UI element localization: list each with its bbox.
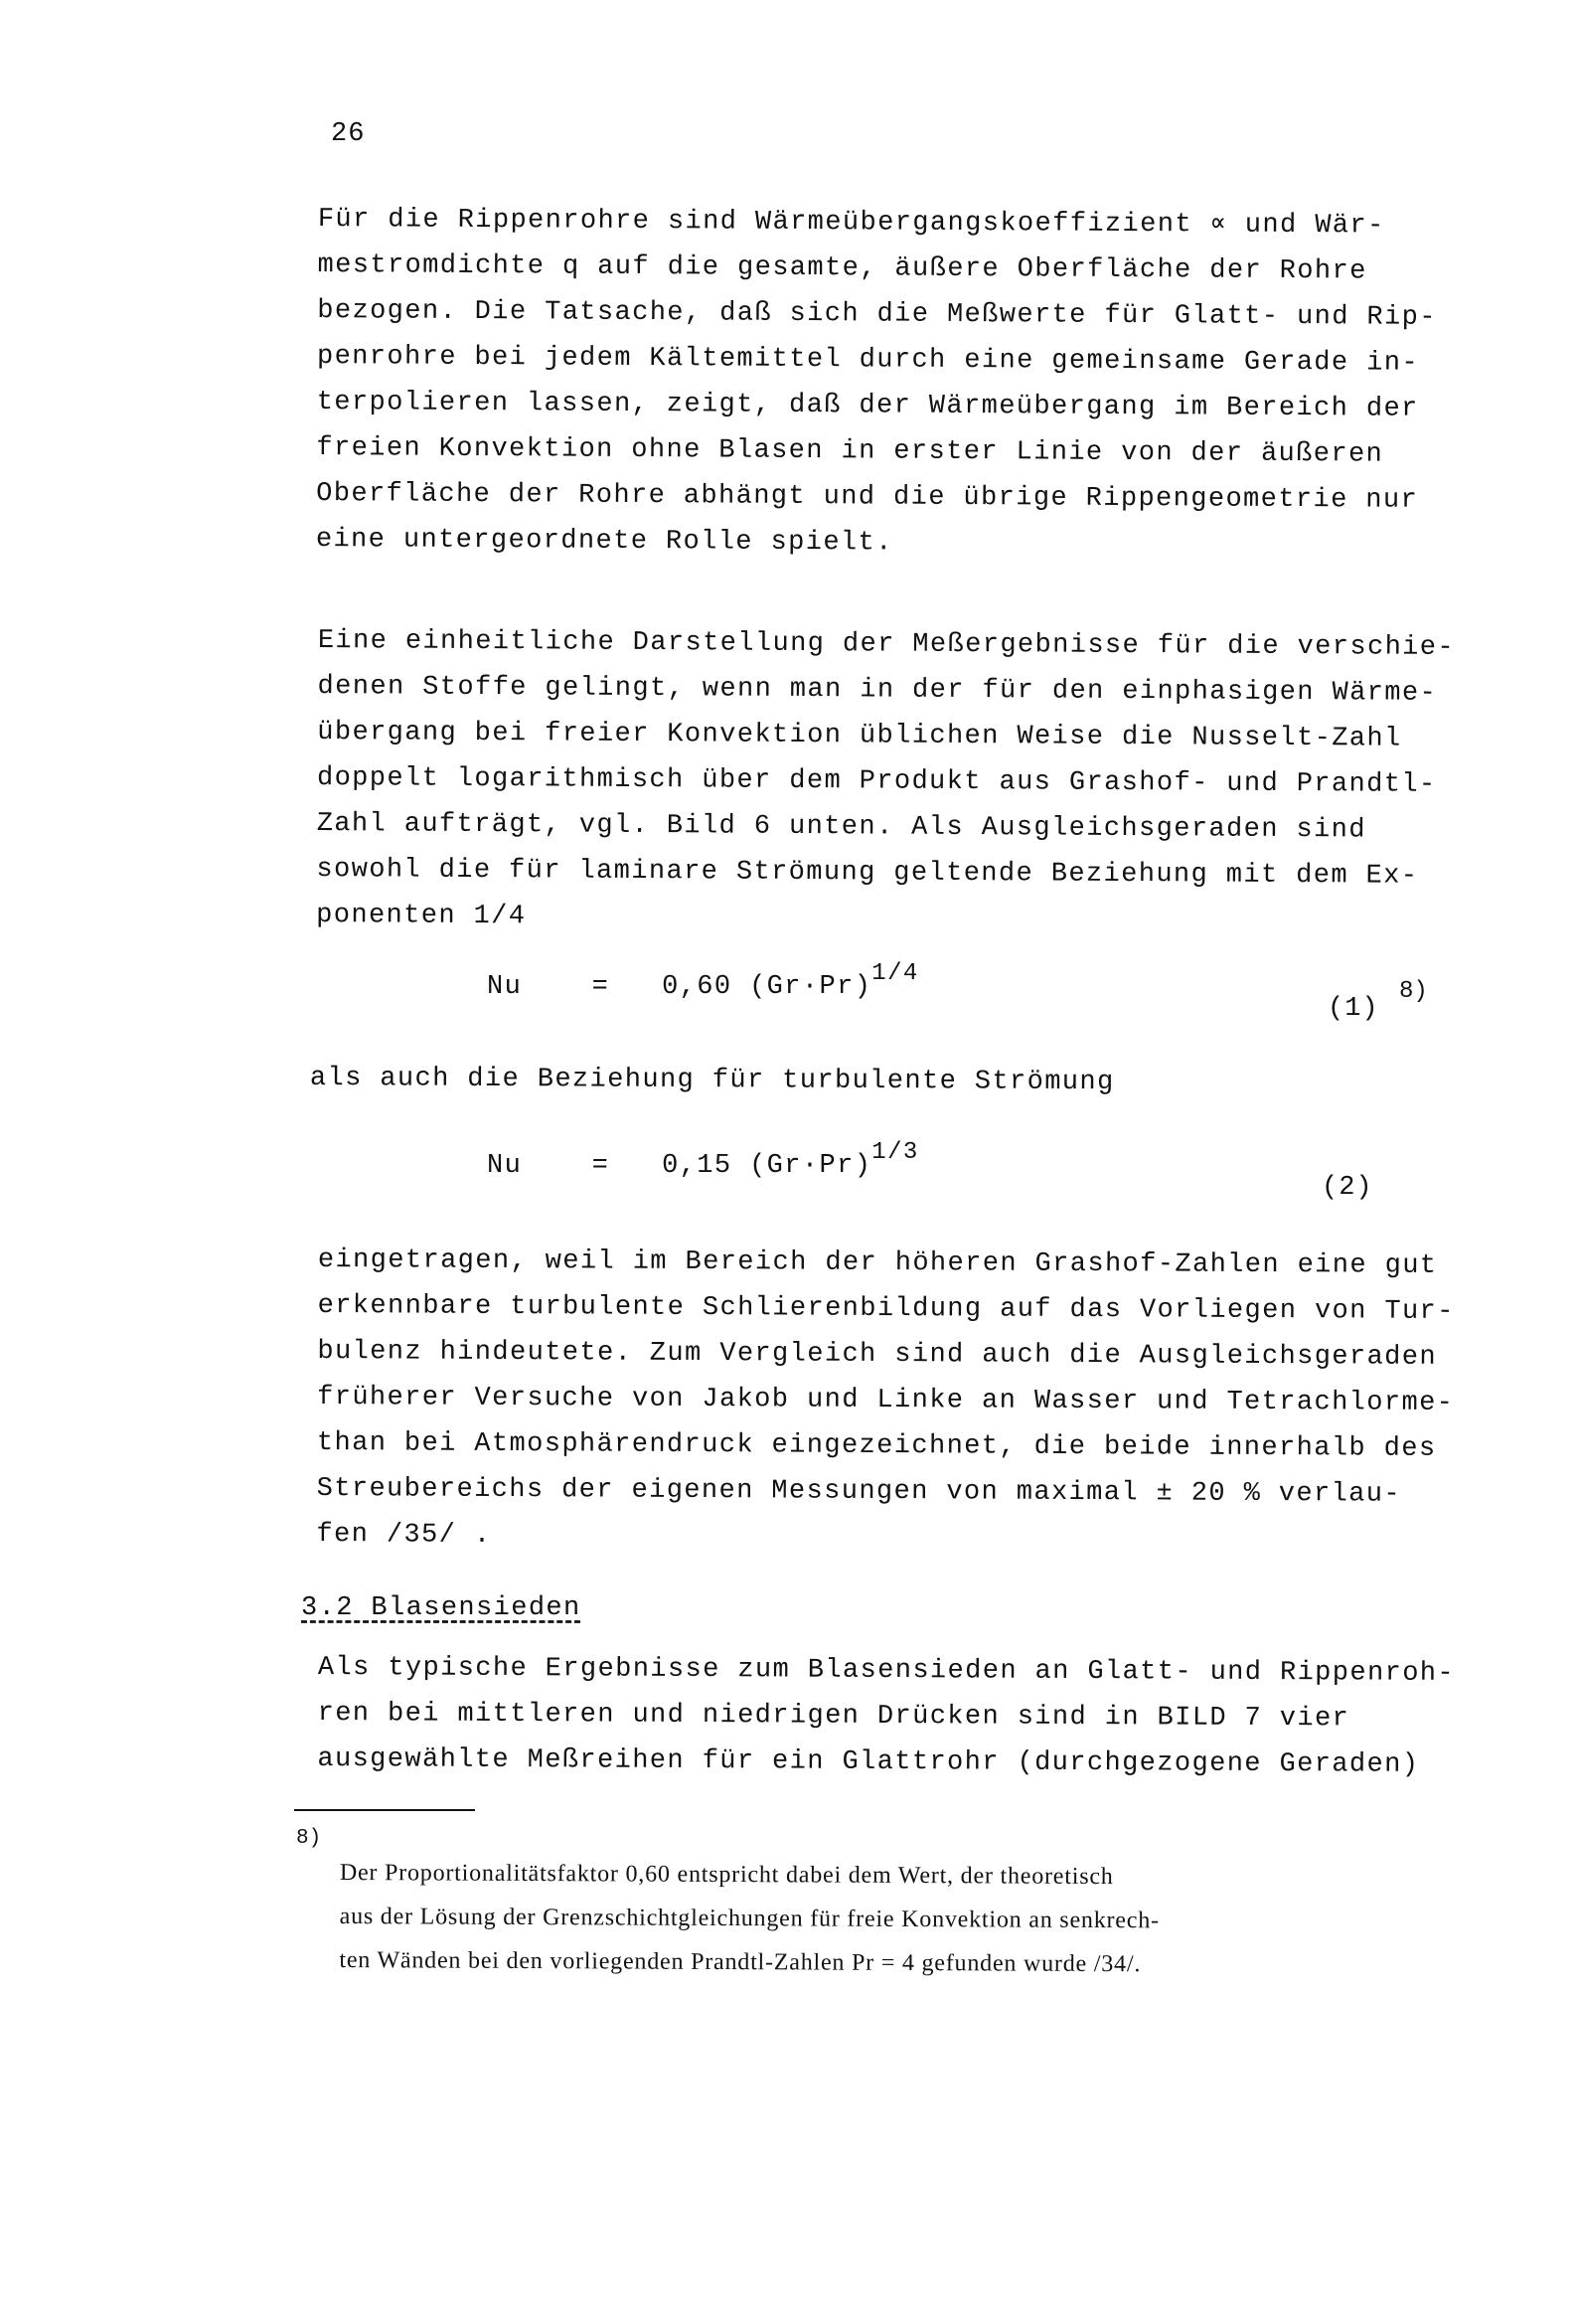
text-line: bulenz hindeutete. Zum Vergleich sind auch die Ausgleichsgeraden (317, 1336, 1438, 1373)
footnote-line: aus der Lösung der Grenzschichtgleichungen für freie Konvektion an senkrech- (339, 1903, 1160, 1934)
text-line: than bei Atmosphärendruck eingezeichnet, die beide innerhalb des (316, 1427, 1437, 1464)
equation-lhs: Nu (487, 1151, 523, 1181)
text-line: freien Konvektion ohne Blasen in erster Linie von der äußeren (316, 432, 1384, 470)
text-line: Zahl aufträgt, vgl. Bild 6 unten. Als Ausgleichsgeraden sind (316, 808, 1366, 846)
text-line: eine untergeordnete Rolle spielt. (315, 524, 893, 559)
text-line: früherer Versuche von Jakob und Linke an Wasser und Tetrachlorme- (317, 1382, 1455, 1418)
equation-rhs: 0,15 (Gr·Pr) (662, 1151, 872, 1181)
footnote-line: Der Proportionalitätsfaktor 0,60 entspricht dabei dem Wert, der theoretisch (339, 1859, 1114, 1891)
text-line: Eine einheitliche Darstellung der Meßergebnisse für die verschie- (317, 625, 1456, 663)
text-line: penrohre bei jedem Kältemittel durch eine gemeinsame Gerade in- (316, 341, 1420, 379)
text-line: als auch die Beziehung für turbulente Strömung (309, 1064, 1115, 1098)
footnote-line: ten Wänden bei den vorliegenden Prandtl-Zahlen Pr = 4 gefunden wurde /34/. (339, 1946, 1142, 1978)
paragraph-eingetragen (316, 1238, 1520, 1564)
text-line: ponenten 1/4 (316, 900, 527, 932)
text-line: terpolieren lassen, zeigt, daß der Wärmeübergang im Bereich der (316, 387, 1419, 424)
text-line: erkennbare turbulente Schlierenbildung auf das Vorliegen von Tur- (317, 1290, 1455, 1327)
equation-rhs: 0,60 (Gr·Pr) (662, 972, 872, 1002)
text-line: Als typische Ergebnisse zum Blasensieden an Glatt- und Rippenroh- (317, 1652, 1456, 1689)
text-line: Oberfläche der Rohre abhängt und die übrige Rippengeometrie nur (316, 478, 1419, 516)
footnote-mark: 8) (296, 1827, 322, 1850)
text-line: ren bei mittleren und niedrigen Drücken sind in BILD 7 vier (317, 1698, 1350, 1735)
text-line: übergang bei freier Konvektion üblichen Weise die Nusselt-Zahl (317, 717, 1402, 754)
footnote-divider (294, 1809, 475, 1811)
paragraph-rippenrohre (316, 197, 1520, 570)
equation-number: (1) (1328, 994, 1379, 1024)
footnote (339, 1851, 1512, 1988)
equation-turbulent (487, 1139, 919, 1181)
section-heading: 3.2 Blasensieden (301, 1593, 581, 1623)
text-line: doppelt logarithmisch über dem Produkt aus Grashof- und Prandtl- (316, 762, 1437, 800)
text-line: fen /35/ . (316, 1519, 492, 1551)
paragraph-blasensieden (317, 1645, 1520, 1788)
paragraph-darstellung (316, 618, 1520, 945)
equation-exponent: 1/4 (871, 960, 919, 987)
text-line: eingetragen, weil im Bereich der höheren Grashof-Zahlen eine gut (317, 1245, 1438, 1281)
text-line: ausgewählte Meßreihen für ein Glattrohr (durchgezogene Geraden) (317, 1743, 1420, 1780)
text-line: Streubereichs der eigenen Messungen von maximal ± 20 % verlau- (316, 1473, 1402, 1510)
footnote-reference: 8) (1399, 978, 1428, 1005)
text-line: mestromdichte q auf die gesamte, äußere Oberfläche der Rohre (317, 249, 1367, 287)
text-line: Für die Rippenrohre sind Wärmeübergangskoeffizient ∝ und Wär- (317, 204, 1385, 242)
page-number: 26 (331, 119, 366, 149)
equation-equals: = (591, 972, 610, 1002)
equation-equals: = (591, 1151, 610, 1181)
text-line: denen Stoffe gelingt, wenn man in der für den einphasigen Wärme- (317, 671, 1438, 709)
equation-number: (2) (1322, 1173, 1373, 1203)
equation-lhs: Nu (487, 972, 523, 1002)
equation-exponent: 1/3 (871, 1139, 919, 1166)
equation-laminar (487, 960, 919, 1002)
text-line: sowohl die für laminare Strömung geltende Beziehung mit dem Ex- (316, 854, 1419, 892)
text-line: bezogen. Die Tatsache, daß sich die Meßwerte für Glatt- und Rip- (317, 295, 1437, 333)
